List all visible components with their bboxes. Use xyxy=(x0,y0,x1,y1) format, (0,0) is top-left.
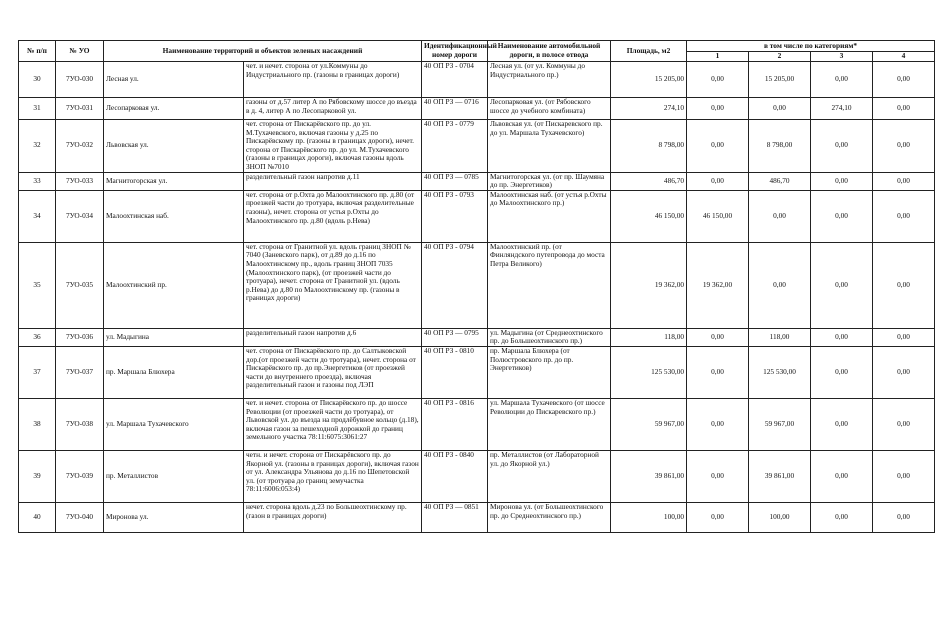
row-category-3: 274,10 xyxy=(811,98,873,120)
row-number: 40 xyxy=(19,502,56,532)
row-territory-name: ул. Мадыгина xyxy=(104,328,244,346)
row-road-id: 40 ОП РЗ - 0779 xyxy=(422,120,488,173)
row-code: 7УО-035 xyxy=(56,242,104,328)
row-category-3: 0,00 xyxy=(811,502,873,532)
row-category-2: 0,00 xyxy=(749,190,811,242)
row-category-1: 0,00 xyxy=(687,328,749,346)
row-territory-name: Малоохтинский пр. xyxy=(104,242,244,328)
row-category-1: 0,00 xyxy=(687,172,749,190)
row-road-name: Миронова ул. (от Большеохтинского пр. до Среднеохтинского пр.) xyxy=(488,502,611,532)
row-category-2: 118,00 xyxy=(749,328,811,346)
row-category-4: 0,00 xyxy=(873,172,935,190)
row-area: 39 861,00 xyxy=(611,450,687,502)
row-category-3: 0,00 xyxy=(811,398,873,450)
row-road-name: Магнитогорская ул. (от пр. Шаумяна до пр. Энергетиков) xyxy=(488,172,611,190)
row-road-name: Лесопарковая ул. (от Рябовского шоссе до учебного комбината) xyxy=(488,98,611,120)
row-code: 7УО-030 xyxy=(56,62,104,98)
row-territory-name: Малоохтинская наб. xyxy=(104,190,244,242)
row-category-1: 0,00 xyxy=(687,98,749,120)
header-category-4: 4 xyxy=(873,52,935,62)
row-category-1: 19 362,00 xyxy=(687,242,749,328)
row-number: 34 xyxy=(19,190,56,242)
header-area: Площадь, м2 xyxy=(611,41,687,62)
table-body xyxy=(19,62,935,533)
row-category-4: 0,00 xyxy=(873,242,935,328)
row-description: разделительный газон напротив д.6 xyxy=(244,328,422,346)
row-category-3: 0,00 xyxy=(811,62,873,98)
row-number: 38 xyxy=(19,398,56,450)
row-road-name: ул. Маршала Тухачевского (от шоссе Революции до Пискаревского пр.) xyxy=(488,398,611,450)
row-code: 7УО-032 xyxy=(56,120,104,173)
row-category-2: 486,70 xyxy=(749,172,811,190)
row-territory-name: Магнитогорская ул. xyxy=(104,172,244,190)
row-code: 7УО-038 xyxy=(56,398,104,450)
row-number: 30 xyxy=(19,62,56,98)
header-num: № п/п xyxy=(19,41,56,62)
row-category-3: 0,00 xyxy=(811,172,873,190)
header-categories-group: в том числе по категориям* xyxy=(687,41,935,52)
row-area: 274,10 xyxy=(611,98,687,120)
row-road-name: Лесная ул. (от ул. Коммуны до Индустриального пр.) xyxy=(488,62,611,98)
row-category-2: 125 530,00 xyxy=(749,346,811,398)
green-space-table xyxy=(18,40,935,533)
row-road-id: 40 ОП РЗ - 0704 xyxy=(422,62,488,98)
header-code: № УО xyxy=(56,41,104,62)
row-category-3: 0,00 xyxy=(811,450,873,502)
header-category-2: 2 xyxy=(749,52,811,62)
row-category-4: 0,00 xyxy=(873,328,935,346)
row-territory-name: пр. Металлистов xyxy=(104,450,244,502)
row-area: 8 798,00 xyxy=(611,120,687,173)
row-description: чет. сторона от Пискарёвского пр. до Салтыковской дор.(от проезжей части до тротуара), нечет. сторона от Пискарёвского пр. до пр.Энергетиков (от проезжей части до внутреннего проезда), включая разделительный газон и газоны под ЛЭП xyxy=(244,346,422,398)
table-row xyxy=(19,502,935,532)
row-code: 7УО-034 xyxy=(56,190,104,242)
row-category-3: 0,00 xyxy=(811,328,873,346)
row-category-2: 15 205,00 xyxy=(749,62,811,98)
row-number: 36 xyxy=(19,328,56,346)
row-territory-name: Львовская ул. xyxy=(104,120,244,173)
row-road-name: Малоохтинская наб. (от устья р.Охты до Малоохтинского пр.) xyxy=(488,190,611,242)
row-category-3: 0,00 xyxy=(811,242,873,328)
row-description: чет. сторона от р.Охта до Малоохтинского пр. д.80 (от проезжей части до тротуара, включая разделительные газоны), нечет. сторона от устья р.Охты до Малоохтинского пр. д.80 (вдоль р.Нева) xyxy=(244,190,422,242)
row-area: 46 150,00 xyxy=(611,190,687,242)
table-row xyxy=(19,346,935,398)
row-category-3: 0,00 xyxy=(811,190,873,242)
row-road-id: 40 ОП РЗ — 0716 xyxy=(422,98,488,120)
row-territory-name: пр. Маршала Блюхера xyxy=(104,346,244,398)
row-description: чет. и нечет. сторона от Пискарёвского пр. до шоссе Революции (от проезжей части до тротуара), от Львовской ул. до въезда на продлёбувное кольцо (д.18), включая газон за пешеходной дорожкой до границ земельного участка 78:11:6075:3061:27 xyxy=(244,398,422,450)
table-row xyxy=(19,172,935,190)
row-category-3: 0,00 xyxy=(811,346,873,398)
row-category-4: 0,00 xyxy=(873,502,935,532)
table-row xyxy=(19,98,935,120)
header-category-1: 1 xyxy=(687,52,749,62)
row-category-4: 0,00 xyxy=(873,120,935,173)
table-row xyxy=(19,62,935,98)
table-header xyxy=(19,41,935,62)
row-category-2: 39 861,00 xyxy=(749,450,811,502)
row-category-1: 0,00 xyxy=(687,62,749,98)
row-category-2: 59 967,00 xyxy=(749,398,811,450)
row-territory-name: ул. Маршала Тухачевского xyxy=(104,398,244,450)
table-row xyxy=(19,190,935,242)
row-category-2: 8 798,00 xyxy=(749,120,811,173)
row-category-1: 0,00 xyxy=(687,502,749,532)
row-number: 35 xyxy=(19,242,56,328)
row-area: 19 362,00 xyxy=(611,242,687,328)
row-description: разделительный газон напротив д.11 xyxy=(244,172,422,190)
row-territory-name: Лесная ул. xyxy=(104,62,244,98)
row-road-id: 40 ОП РЗ — 0851 xyxy=(422,502,488,532)
row-number: 33 xyxy=(19,172,56,190)
row-road-id: 40 ОП РЗ — 0795 xyxy=(422,328,488,346)
row-category-1: 0,00 xyxy=(687,398,749,450)
row-description: чет. и нечет. сторона от ул.Коммуны до Индустриального пр. (газоны в границах дороги) xyxy=(244,62,422,98)
table-row xyxy=(19,242,935,328)
row-code: 7УО-040 xyxy=(56,502,104,532)
header-name: Наименование территорий и объектов зеленых насаждений xyxy=(104,41,422,62)
row-area: 15 205,00 xyxy=(611,62,687,98)
row-number: 39 xyxy=(19,450,56,502)
row-category-4: 0,00 xyxy=(873,62,935,98)
row-number: 37 xyxy=(19,346,56,398)
row-category-3: 0,00 xyxy=(811,120,873,173)
row-description: нечет. сторона вдоль д.23 по Большеохтинскому пр. (газон в границах дороги) xyxy=(244,502,422,532)
row-road-id: 40 ОП РЗ - 0793 xyxy=(422,190,488,242)
row-area: 125 530,00 xyxy=(611,346,687,398)
row-road-id: 40 ОП РЗ - 0816 xyxy=(422,398,488,450)
row-road-id: 40 ОП РЗ - 0810 xyxy=(422,346,488,398)
row-code: 7УО-039 xyxy=(56,450,104,502)
row-category-1: 46 150,00 xyxy=(687,190,749,242)
row-category-2: 100,00 xyxy=(749,502,811,532)
row-code: 7УО-031 xyxy=(56,98,104,120)
table-row xyxy=(19,398,935,450)
row-code: 7УО-037 xyxy=(56,346,104,398)
row-road-name: пр. Маршала Блюхера (от Полюстровского пр. до пр. Энергетиков) xyxy=(488,346,611,398)
green-space-table-sheet xyxy=(18,40,910,533)
table-row xyxy=(19,328,935,346)
row-road-id: 40 ОП РЗ - 0794 xyxy=(422,242,488,328)
row-road-id: 40 ОП РЗ - 0840 xyxy=(422,450,488,502)
row-road-id: 40 ОП РЗ — 0785 xyxy=(422,172,488,190)
row-description: газоны от д.57 литер А по Рябовскому шоссе до въезда в д. 4, литер А по Лесопарковой ул. xyxy=(244,98,422,120)
row-road-name: Львовская ул. (от Пискаревского пр. до ул. Маршала Тухачевского) xyxy=(488,120,611,173)
row-territory-name: Миронова ул. xyxy=(104,502,244,532)
row-number: 31 xyxy=(19,98,56,120)
row-description: чет. сторона от Гранитной ул. вдоль границ ЗНОП № 7040 (Заневского парк), от д.89 до д.16 по Малоохтинскому пр., вдоль границ ЗНОП 7035 (Малоохтинского парк), (от проезжей части до тротуара), нечет. сторона от Гранитной ул. (вдоль р.Нева) до д.80 по Малоохтинскому пр. (газоны в границах дороги) xyxy=(244,242,422,328)
row-category-4: 0,00 xyxy=(873,346,935,398)
row-category-4: 0,00 xyxy=(873,98,935,120)
row-road-name: ул. Мадыгина (от Среднеохтинского пр. до Большеохтинского пр.) xyxy=(488,328,611,346)
header-road-id: Идентификационный номер дороги xyxy=(422,41,488,62)
row-description: четн. и нечет. сторона от Пискарёвского пр. до Якорной ул. (газоны в границах дороги), включая газон от ул. Александра Ульянова до д.16 по Шепетовской ул. (от тротуара до границ земучастка 78:11:6006:053:4) xyxy=(244,450,422,502)
row-category-2: 0,00 xyxy=(749,98,811,120)
row-road-name: пр. Металлистов (от Лабораторной ул. до Якорной ул.) xyxy=(488,450,611,502)
header-category-3: 3 xyxy=(811,52,873,62)
row-category-1: 0,00 xyxy=(687,346,749,398)
row-category-1: 0,00 xyxy=(687,120,749,173)
row-category-2: 0,00 xyxy=(749,242,811,328)
header-road-name: Наименование автомобильной дороги, в полосе отвода xyxy=(488,41,611,62)
row-area: 59 967,00 xyxy=(611,398,687,450)
table-row xyxy=(19,120,935,173)
row-area: 100,00 xyxy=(611,502,687,532)
row-category-4: 0,00 xyxy=(873,398,935,450)
row-category-1: 0,00 xyxy=(687,450,749,502)
row-description: чет. сторона от Пискарёвского пр. до ул. М.Тухачевского, включая газоны у д.25 по Пискарёвскому пр. (газоны в границах дороги), нечет. сторона от Пискарёвского пр. до ул. М.Тухачевского (газоны в границах дороги), включая газоны вдоль ЗНОП №7010 xyxy=(244,120,422,173)
row-category-4: 0,00 xyxy=(873,190,935,242)
row-code: 7УО-036 xyxy=(56,328,104,346)
row-code: 7УО-033 xyxy=(56,172,104,190)
row-road-name: Малоохтинский пр. (от Финляндского путепровода до моста Петра Великого) xyxy=(488,242,611,328)
row-territory-name: Лесопарковая ул. xyxy=(104,98,244,120)
row-area: 118,00 xyxy=(611,328,687,346)
row-category-4: 0,00 xyxy=(873,450,935,502)
row-number: 32 xyxy=(19,120,56,173)
row-area: 486,70 xyxy=(611,172,687,190)
table-row xyxy=(19,450,935,502)
